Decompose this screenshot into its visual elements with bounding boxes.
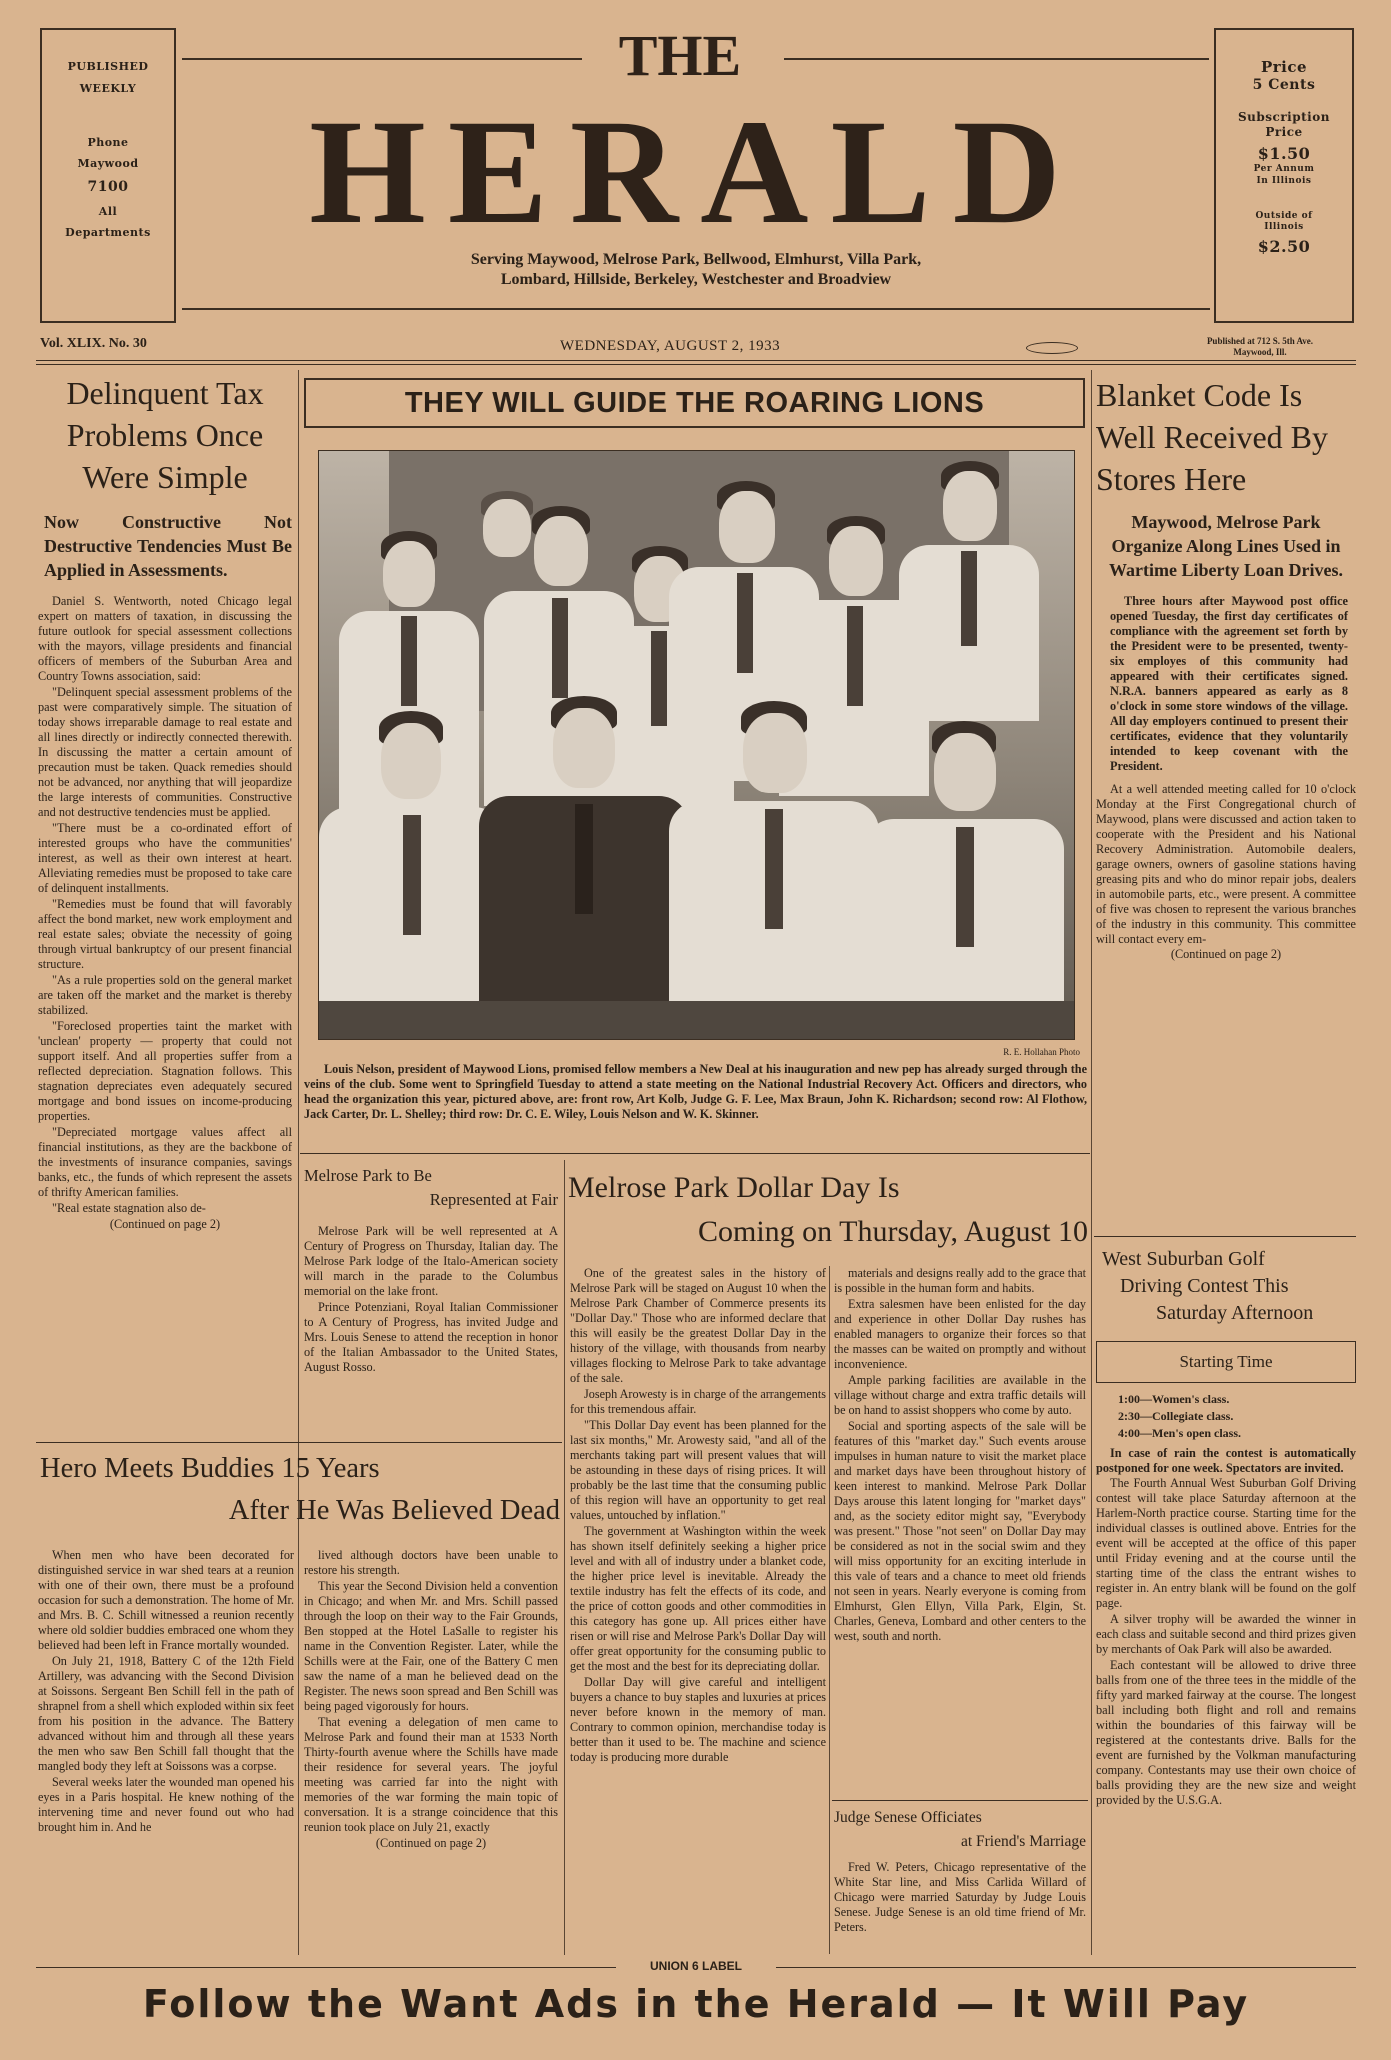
code-continued: (Continued on page 2) bbox=[1170, 947, 1282, 961]
tagline-line-1: Serving Maywood, Melrose Park, Bellwood, Elmhurst, Villa Park, bbox=[470, 251, 922, 268]
photo-section-rule bbox=[300, 1153, 1090, 1154]
dollar-day-col-a bbox=[570, 1266, 826, 1766]
dollar-day-paragraph: Extra salesmen have been enlisted for the day and experience in other Dollar Day rushes has enabled managers to organize their forces so that the masses can be waited on promptly and without inconvenience. bbox=[834, 1297, 1086, 1371]
golf-rain-note: In case of rain the contest is automatically postponed for one week. Spectators are invited. bbox=[1096, 1446, 1356, 1475]
senese-headline-line-1: Judge Senese Officiates bbox=[834, 1809, 982, 1826]
code-rule bbox=[1094, 1236, 1356, 1237]
schedule-item: 4:00—Men's open class. bbox=[1118, 1426, 1241, 1440]
tax-paragraph: "Real estate stagnation also de- bbox=[52, 1201, 206, 1215]
tax-paragraph: "Depreciated mortgage values affect all financial institutions, as they are the backbone of the investments of insurance companies, savings banks, etc., the funds of which represent the assets of thrifty American families. bbox=[38, 1125, 292, 1199]
tax-article bbox=[38, 372, 292, 1232]
masthead-tagline bbox=[182, 250, 1210, 290]
golf-headline-line-2: Driving Contest This bbox=[1120, 1275, 1289, 1297]
left-info-box bbox=[40, 28, 176, 323]
dateline-rule-2 bbox=[36, 364, 1356, 365]
code-article bbox=[1096, 374, 1356, 962]
hero-col-a bbox=[38, 1548, 294, 1836]
person-figure bbox=[479, 696, 689, 1040]
hero-paragraph: Several weeks later the wounded man opened his eyes in a Paris hospital. He knew nothing of the intervening time and never found out who had brought him in. And he bbox=[38, 1775, 294, 1834]
col-divider-1 bbox=[298, 370, 299, 1955]
hero-paragraph: lived although doctors have been unable to restore his strength. bbox=[304, 1548, 558, 1577]
masthead-rule-bottom bbox=[182, 308, 1210, 310]
fair-paragraph: Prince Potenziani, Royal Italian Commissioner to A Century of Progress, has invited Judge and Mrs. Louis Senese to attend the reception in honor of the Italian Ambassador to the United States, August Rosso. bbox=[304, 1300, 558, 1374]
fair-headline-line-2: Represented at Fair bbox=[429, 1190, 558, 1209]
phone-exchange: Maywood bbox=[77, 157, 139, 171]
per-annum-price: $1.50 bbox=[1257, 144, 1311, 164]
photo-headline-box bbox=[304, 378, 1085, 428]
tax-paragraph: "As a rule properties sold on the general market are taken off the market and the market is thereby stabilized. bbox=[38, 973, 292, 1017]
hero-paragraph: When men who have been decorated for distinguished service in war shed tears at a reunion with one of their own, there must be a profound occasion for such a demonstration. The home of Mr. and Mrs. B. C. Schill witnessed a reunion recently where old soldier buddies embraced one whom they believed had been left in France mortally wounded. bbox=[38, 1548, 294, 1652]
code-lead: Three hours after Maywood post office opened Tuesday, the first day certificates of compliance with the agreement set forth by the President were to be presented, twenty-six employes of this community had appeared with their certificates signed. N.R.A. banners appeared as early as 8 o'clock in some store windows of the village. All day employers continued to present their certificates, evidence that they voluntarily intended to keep covenant with the President. bbox=[1110, 594, 1348, 773]
all-label: All bbox=[98, 204, 118, 218]
golf-headline-line-3: Saturday Afternoon bbox=[1156, 1302, 1314, 1324]
photo-caption: Louis Nelson, president of Maywood Lions, promised fellow members a New Deal at his inauguration and new pep has already surged through the veins of the club. Some went to Springfield Tuesday to attend a state meeting on the National Industrial Recovery Act. Officers and directors, who head the organization this year, pictured above, are: front row, Art Kolb, Judge G. F. Lee, Max Braun, John K. Richardson; second row: Al Flothow, Jack Carter, Dr. L. Shelley; third row: Dr. C. E. Wiley, Louis Nelson and W. K. Skinner. bbox=[304, 1062, 1087, 1121]
tax-continued: (Continued on page 2) bbox=[109, 1217, 221, 1231]
photo-credit: R. E. Hollahan Photo bbox=[1003, 1047, 1080, 1057]
code-body: At a well attended meeting called for 10 o'clock Monday at the First Congregational church of Maywood, plans were discussed and action taken to cooperate with the President and his National Recovery Administration. Automobile dealers, garage owners, owners of gasoline stations having greasing pits and who do minor repair jobs, dealers in automobile parts, etc., were present. A committee of five was chosen to represent the various branches of the industry in this community. This committee will contact every em- bbox=[1096, 782, 1356, 946]
masthead-rule-top-right bbox=[784, 58, 1209, 60]
dollar-day-col-b bbox=[834, 1266, 1086, 1645]
col-divider-2 bbox=[1091, 370, 1092, 1955]
dollar-day-headline bbox=[568, 1166, 1088, 1254]
person-figure bbox=[899, 461, 1039, 721]
golf-headline bbox=[1096, 1246, 1356, 1327]
dollar-day-paragraph: "This Dollar Day event has been planned for the last six months," Mr. Arowesty said, "and all of the merchants taking part will present values that will be astounding in these days of rising prices. It will probably be the last time that the consuming public of this region will have an opportunity to get real values, untouched by inflation." bbox=[570, 1418, 826, 1522]
price-value: 5 Cents bbox=[1252, 76, 1316, 93]
senese-headline-line-2: at Friend's Marriage bbox=[960, 1833, 1086, 1850]
tax-deck: Now Constructive Not Destructive Tendencies Must Be Applied in Assessments. bbox=[44, 512, 292, 580]
hero-rule bbox=[36, 1442, 562, 1443]
want-ads-banner: Follow the Want Ads in the Herald — It Will Pay bbox=[142, 1982, 1250, 2026]
senese-headline bbox=[834, 1806, 1086, 1854]
fair-article bbox=[304, 1164, 558, 1376]
tax-headline: Delinquent Tax Problems Once Were Simple bbox=[66, 375, 264, 495]
publisher-address bbox=[1160, 336, 1360, 358]
issue-date: WEDNESDAY, AUGUST 2, 1933 bbox=[560, 338, 781, 354]
publication-location: Maywood, Ill. bbox=[1233, 347, 1287, 357]
person-figure bbox=[319, 711, 504, 1040]
tax-body bbox=[38, 594, 292, 1216]
person-figure bbox=[669, 701, 879, 1040]
tagline-line-2: Lombard, Hillside, Berkeley, Westchester and Broadview bbox=[500, 271, 892, 288]
subscription-price-label: Price bbox=[1265, 125, 1303, 140]
in-illinois-label: In Illinois bbox=[1256, 175, 1312, 186]
golf-body bbox=[1096, 1476, 1356, 1808]
golf-paragraph: The Fourth Annual West Suburban Golf Driving contest will take place Saturday afternoon at the Harlem-North practice course. Starting time for the individual classes is outlined above. Entries for the event will be accepted at the office of this paper until Friday evening and at the course until the starting time of the class the entrant wishes to register in. An entry blank will be found on the golf page. bbox=[1096, 1476, 1356, 1610]
masthead-title: HERALD bbox=[309, 89, 1083, 255]
tax-paragraph: "Remedies must be found that will favorably affect the bond market, new work employment and real estate sales; obviate the necessity of going through virtual bankruptcy of our present financial structure. bbox=[38, 897, 292, 971]
dollar-day-headline-line-2: Coming on Thursday, August 10 bbox=[697, 1215, 1088, 1248]
fair-headline-line-1: Melrose Park to Be bbox=[304, 1166, 432, 1185]
weekly-label: WEEKLY bbox=[79, 81, 137, 95]
hero-paragraph: This year the Second Division held a convention in Chicago; and when Mr. and Mrs. Schill passed through the loop on their way to the Fair Grounds, Ben stopped at the Hotel LaSalle to register his name in the Convention Register. Later, while the Schills were at the Fair, one of the Battery C men saw the name of a man he believed dead on the Register. The news soon spread and Ben Schill was being paged vigorously for hours. bbox=[304, 1579, 558, 1713]
union-rule-left bbox=[36, 1967, 616, 1968]
starting-time-title: Starting Time bbox=[1179, 1352, 1273, 1371]
schedule-item: 2:30—Collegiate class. bbox=[1118, 1409, 1234, 1423]
departments-label: Departments bbox=[65, 226, 151, 240]
right-info-box bbox=[1214, 28, 1354, 323]
tax-paragraph: "Delinquent special assessment problems of the past were comparatively simple. The situation of today shows irreparable damage to real estate and all lines directly or indirectly connected therewith. In discussing the matter a certain amount of precaution must be taken. Quack remedies should not be advanced, nor anything that will jeopardize the large interests of communities. Constructive and not destructive tendencies must be applied. bbox=[38, 685, 292, 819]
senese-body: Fred W. Peters, Chicago representative of the White Star line, and Miss Carlida Willard of Chicago were married Saturday by Judge Louis Senese. Judge Senese is an old time friend of Mr. Peters. bbox=[834, 1860, 1086, 1934]
fair-body bbox=[304, 1224, 558, 1375]
fair-paragraph: Melrose Park will be well represented at A Century of Progress on Thursday, Italian day. The Melrose Park lodge of the Italo-American society will march in the parade to the Columbus memorial on the lake front. bbox=[304, 1224, 558, 1298]
hero-headline-line-1: Hero Meets Buddies 15 Years bbox=[40, 1453, 380, 1484]
dollar-day-headline-line-1: Melrose Park Dollar Day Is bbox=[568, 1171, 900, 1204]
tax-paragraph: "Foreclosed properties taint the market with 'unclean' property — property that could not support itself. And all properties suffer from a reflected depreciation. Stagnation follows. This stagnation depreciates even adequately secured mortgage and bond issues on income-producing properties. bbox=[38, 1019, 292, 1123]
subscription-label: Subscription bbox=[1238, 110, 1330, 125]
union-emblem bbox=[1026, 342, 1078, 354]
published-label: PUBLISHED bbox=[67, 60, 149, 73]
masthead-title-top: THE bbox=[618, 23, 742, 88]
code-headline: Blanket Code Is Well Received By Stores Here bbox=[1096, 377, 1329, 497]
volume-number: Vol. XLIX. No. 30 bbox=[40, 336, 147, 351]
starting-time-box bbox=[1096, 1341, 1356, 1383]
outside-price: $2.50 bbox=[1257, 237, 1311, 257]
per-annum-label: Per Annum bbox=[1253, 164, 1315, 175]
tax-paragraph: "There must be a co-ordinated effort of interested groups who have the communities' interest, as well as their own interest at heart. Alleviating remedies must be proposed to take care of delinquent installments. bbox=[38, 821, 292, 895]
hero-headline bbox=[40, 1448, 560, 1532]
golf-paragraph: A silver trophy will be awarded the winner in each class and suitable second and third prizes given by merchants of Oak Park will also be awarded. bbox=[1096, 1612, 1356, 1656]
masthead-rule-top-left bbox=[182, 58, 582, 60]
dollar-day-paragraph: The government at Washington within the week has shown itself definitely seeking a higher price level and with all of industry under a blanket code, the higher price level is inevitable. Already the textile industry has felt the effects of its code, and the price of cotton goods and other commodities in this category has gone up. All prices either have risen or will rise and Melrose Park's Dollar Day will offer great opportunity for the consuming public to get the most and the best for its depreciating dollar. bbox=[570, 1524, 826, 1673]
dollar-day-divider bbox=[829, 1266, 830, 1954]
golf-headline-line-1: West Suburban Golf bbox=[1102, 1248, 1265, 1270]
golf-schedule bbox=[1096, 1391, 1356, 1442]
phone-label: Phone bbox=[87, 135, 129, 149]
lions-group-photo bbox=[318, 450, 1075, 1040]
fair-headline bbox=[304, 1164, 558, 1212]
hero-col-b bbox=[304, 1548, 558, 1851]
dollar-day-paragraph: Ample parking facilities are available in the village without charge and extra traffic details will be on hand to assist shoppers who come by auto. bbox=[834, 1373, 1086, 1417]
golf-article bbox=[1096, 1246, 1356, 1809]
code-deck: Maywood, Melrose Park Organize Along Lines Used in Wartime Liberty Loan Drives. bbox=[1109, 512, 1343, 580]
golf-paragraph: Each contestant will be allowed to drive three balls from one of the three tees in the middle of the fifty yard marked fairway at the course. The longest ball including both flight and roll and remains within the boundaries of this fairway will be registered at the contestants drive. Balls for the event are furnished by the Volkman manufacturing company. Contestants may use their own choice of balls providing they are the new size and weight provided by the U.S.G.A. bbox=[1096, 1658, 1356, 1807]
phone-number: 7100 bbox=[87, 179, 129, 195]
hero-headline-line-2: After He Was Believed Dead bbox=[228, 1495, 560, 1526]
hero-paragraph: On July 21, 1918, Battery C of the 12th Field Artillery, was advancing with the Second Division at Soissons. Sergeant Ben Schill fell in the path of shrapnel from a shell which exploded within six feet from his position in the advance. The Battery advanced without him and through all these years the men who saw Ben Schill fall thought that the mangled body they left at Soissons was a corpse. bbox=[38, 1654, 294, 1773]
photo-table bbox=[319, 1001, 1075, 1040]
illinois-label: Illinois bbox=[1264, 222, 1304, 232]
tax-paragraph: Daniel S. Wentworth, noted Chicago legal expert on matters of taxation, in discussing the future outlook for special assessment collections with the mayors, village presidents and financial officers of members of the Suburban Area and Country Towns association, said: bbox=[38, 594, 292, 683]
dollar-day-paragraph: materials and designs really add to the grace that is possible in the human form and habits. bbox=[834, 1266, 1086, 1295]
union-label: UNION 6 LABEL bbox=[649, 1959, 742, 1973]
dateline-rule bbox=[36, 360, 1356, 361]
schedule-item: 1:00—Women's class. bbox=[1118, 1392, 1230, 1406]
senese-rule bbox=[832, 1800, 1088, 1801]
union-rule-right bbox=[776, 1967, 1356, 1968]
hero-continued: (Continued on page 2) bbox=[375, 1836, 487, 1850]
photo-headline: THEY WILL GUIDE THE ROARING LIONS bbox=[404, 386, 985, 419]
dollar-day-paragraph: Joseph Arowesty is in charge of the arrangements for this tremendous affair. bbox=[570, 1387, 826, 1416]
hero-paragraph: That evening a delegation of men came to Melrose Park and found their man at 1533 North Thirty-fourth avenue where the Schills have made their residence for several years. The joyful meeting was carried far into the night with memories of the war forming the main topic of conversation. It is a strange coincidence that this reunion took place on July 21, exactly bbox=[304, 1715, 558, 1834]
price-label: Price bbox=[1260, 58, 1308, 76]
senese-article bbox=[834, 1806, 1086, 1935]
dollar-day-paragraph: Dollar Day will give careful and intelligent buyers a chance to buy staples and luxuries at prices never before known in the memory of man. Contrary to common opinion, merchandise today is better than it used to be. The machine and science today is producing more durable bbox=[570, 1675, 826, 1764]
outside-label: Outside of bbox=[1255, 210, 1313, 221]
published-at: Published at 712 S. 5th Ave. bbox=[1206, 336, 1314, 346]
col-divider-3 bbox=[564, 1160, 565, 1955]
person-figure bbox=[864, 721, 1064, 1040]
dollar-day-paragraph: One of the greatest sales in the history of Melrose Park will be staged on August 10 when the Melrose Park Chamber of Commerce presents its "Dollar Day." Those who are informed declare that this will easily be the greatest Dollar Day in the history of the village, with thousands from nearby villages flocking to Melrose Park to take advantage of the sale. bbox=[570, 1266, 826, 1385]
dollar-day-paragraph: Social and sporting aspects of the sale will be features of this "market day." Such events arouse impulses in human nature to visit the market place and market days have been throughout history of keen interest to mankind. Melrose Park Dollar Days arouse this latent longing for "market days" and, as the society editor might say, "Everybody was present." Those "not seen" on Dollar Day may be considered as not in the social swim and they will miss opportunity for an exciting interlude in this vale of tears and a chance to meet old friends not seen in years. Nearly everyone is coming from Elmhurst, Glen Ellyn, Villa Park, Elgin, St. Charles, Geneva, Lombard and other centers to the west, south and north. bbox=[834, 1419, 1086, 1643]
